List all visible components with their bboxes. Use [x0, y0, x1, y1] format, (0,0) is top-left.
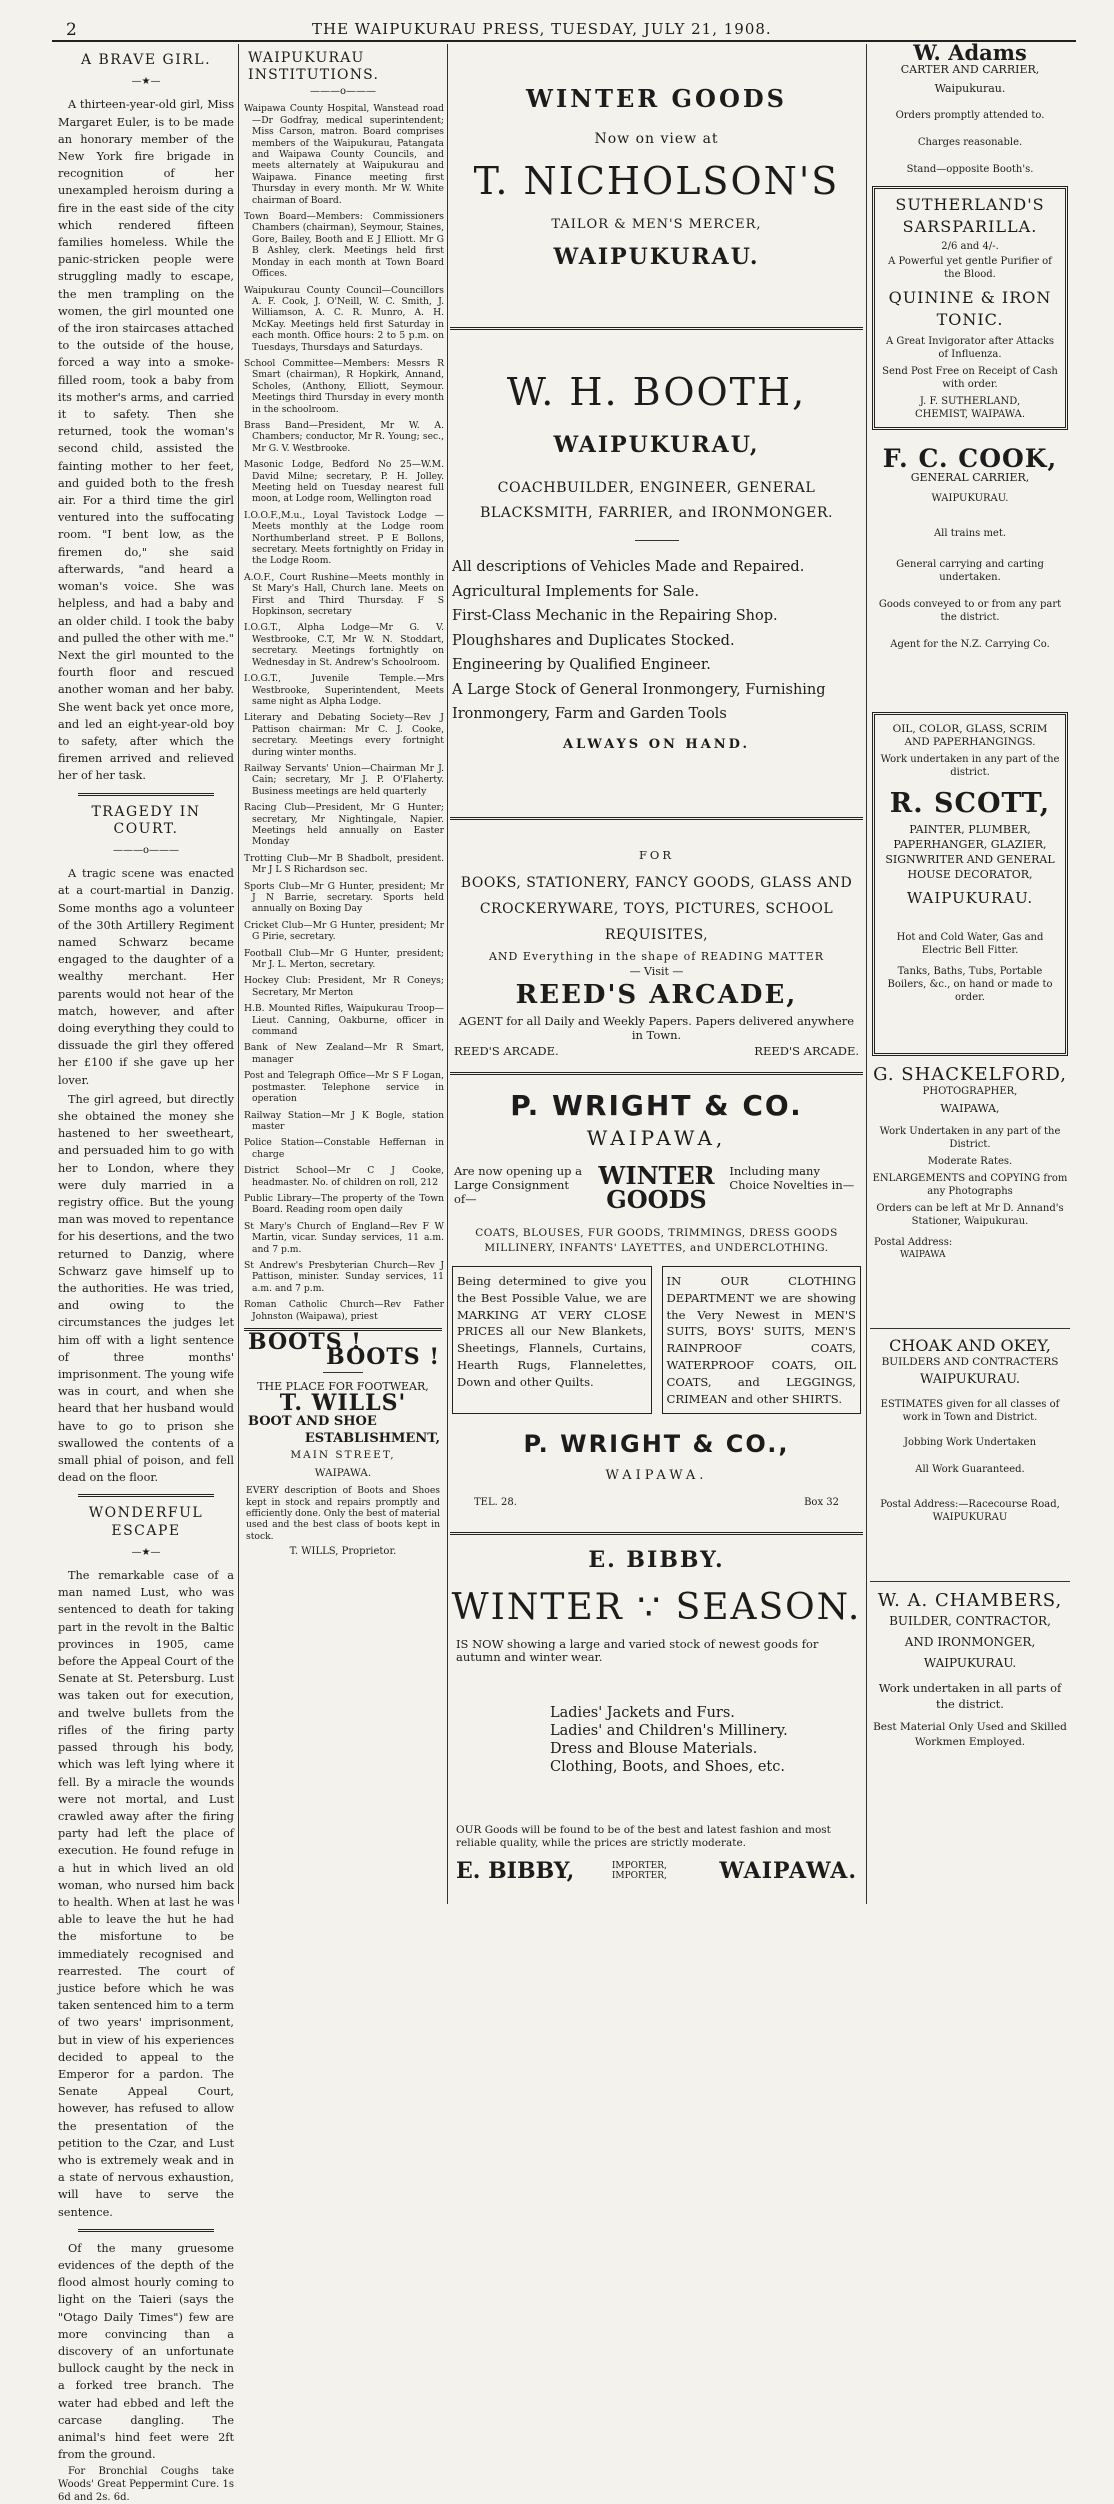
wills-advert — [242, 1329, 444, 1558]
advert-headline: WINTER GOODS — [598, 1161, 715, 1214]
advert-line: BUILDER, CONTRACTOR, — [889, 1614, 1051, 1628]
institution-entry: Trotting Club—Mr B Shadbolt, president. Mr J L S Richardson sec. — [244, 852, 444, 876]
advert-name: G. SHACKELFORD, — [873, 1064, 1067, 1085]
shackelford-advert — [870, 1062, 1070, 1322]
advert-line: WAIPAWA — [900, 1250, 946, 1260]
advert-line: MAIN STREET, — [290, 1449, 396, 1462]
column-4 — [870, 40, 1070, 1904]
ornament: ———o——— — [112, 844, 180, 856]
advert-name: T. NICHOLSON'S — [473, 159, 840, 203]
ornament: ———o——— — [309, 86, 377, 97]
advert-line: A Great Invigorator after Attacks of Influenza. — [885, 336, 1055, 360]
institution-entry: Waipukurau County Council—Councillors A. F. Cook, J. O'Neill, W. C. Smith, J. Williamson, A. C. R. Munro, A. H. McKay. Meetings held first Saturday in each month. Office hours: 2 to 5 p.m. on Tuesdays, Thursdays and Saturdays. — [244, 284, 444, 353]
advert-name: W. A. CHAMBERS, — [877, 1590, 1063, 1611]
nicholson-advert — [450, 44, 863, 327]
advert-headline: QUININE & IRON TONIC. — [888, 288, 1052, 329]
advert-footer-right: REED'S ARCADE. — [754, 1044, 859, 1058]
advert-line: Are now opening up a Large Consignment of— — [454, 1164, 582, 1206]
column-3 — [450, 44, 863, 1904]
column-rule — [238, 44, 239, 1904]
advert-headline: WINTER ∵ SEASON. — [451, 1587, 862, 1628]
article-heading: TRAGEDY IN COURT. — [91, 803, 201, 837]
institution-entry: Town Board—Members: Commissioners Chambers (chairman), Seymour, Staines, Gore, Bailey, Booth and E J Elliott. Mr G B Ashley, clerk. Meetings held first Monday in each month at Town Board Offices. — [244, 211, 444, 280]
advert-line: Goods conveyed to or from any part the district. — [878, 599, 1062, 623]
advert-box: Being determined to give you the Best Possible Value, we are MARKING AT VERY CLOSE PRICES all our New Blankets, Sheetings, Flannels, Curtains, Hearth Rugs, Flannelettes, Down and other Quilts. — [452, 1266, 652, 1414]
advert-line: All descriptions of Vehicles Made and Repaired. — [452, 559, 805, 575]
advert-name: R. SCOTT, — [889, 788, 1051, 819]
sutherland-advert — [872, 186, 1068, 430]
institution-entry: Racing Club—President, Mr G Hunter; secretary, Mr Nightingale, Napier. Meetings held annually on Easter Monday — [244, 802, 444, 848]
advert-line: AND IRONMONGER, — [904, 1635, 1036, 1649]
advert-line: Now on view at — [594, 131, 719, 147]
advert-town: WAIPAWA, — [586, 1126, 727, 1150]
advert-name: W. H. BOOTH, — [506, 370, 807, 414]
section-heading: WAIPUKURAU INSTITUTIONS. — [248, 50, 380, 83]
advert-headline: SUTHERLAND'S SARSPARILLA. — [895, 195, 1045, 236]
institution-entry: Bank of New Zealand—Mr R Smart, manager — [244, 1042, 444, 1065]
advert-line: Agent for the N.Z. Carrying Co. — [890, 639, 1050, 650]
article-text: The girl agreed, but directly she obtained the money she hastened to her sweetheart, and persuaded him to go with her to London, where they were duly married in a registry office. But the young man was moved to repentance for his desertions, and the two returned to Danzig, where Schwarz gave himself up to the authorities. He was tried, and owing to the circumstances the judges let him off with a light sentence of three months' imprisonment. The young wife was in court, and when she heard that her husband would have to go to prison she swallowed the contents of a small phial of poison, and fell dead on the floor. — [58, 1092, 234, 1485]
institution-entry: Brass Band—President, Mr W. A. Chambers; conductor, Mr R. Young; sec., Mr G. V. Westbrooke. — [244, 419, 444, 454]
advert-trade: COACHBUILDER, ENGINEER, GENERAL BLACKSMITH, FARRIER, and IRONMONGER. — [479, 480, 834, 521]
ornament: —★— — [131, 1546, 161, 1558]
wright-advert — [450, 1075, 863, 1532]
advert-list: COATS, BLOUSES, FUR GOODS, TRIMMINGS, DRESS GOODS MILLINERY, INFANTS' LAYETTES, and UNDERCLOTHING. — [475, 1227, 838, 1254]
institution-entry: Railway Servants' Union—Chairman Mr J. Cain; secretary, Mr J. P. O'Flaherty. Business meetings are held quarterly — [244, 762, 444, 797]
advert-line: Best Material Only Used and Skilled Workmen Employed. — [873, 1721, 1067, 1748]
institution-entry: H.B. Mounted Rifles, Waipukurau Troop—Lieut. Canning, Oakburne, officer in command — [244, 1003, 444, 1038]
advert-town: WAIPUKURAU, — [553, 432, 760, 458]
institution-entry: Cricket Club—Mr G Hunter, president; Mr G Pirie, secretary. — [244, 919, 444, 943]
boots-headline: BOOTS ! — [326, 1344, 440, 1371]
institution-entry: Police Station—Constable Heffernan in charge — [244, 1137, 444, 1160]
advert-line: ESTABLISHMENT, — [304, 1431, 440, 1447]
advert-telephone: TEL. 28. — [474, 1497, 517, 1509]
advert-box-number: Box 32 — [804, 1497, 839, 1509]
advert-line: A Powerful yet gentle Purifier of the Blood. — [888, 256, 1052, 280]
advert-name: E. BIBBY. — [588, 1547, 725, 1573]
advert-line: First-Class Mechanic in the Repairing Shop. — [452, 608, 778, 624]
advert-town: Waipukurau. — [934, 82, 1006, 95]
article-text: Of the many gruesome evidences of the depth of the flood almost hourly coming to light on the Taieri (says the "Otago Daily Times") few are more convincing than a discovery of an unfortunate bullock caught by the neck in a forked tree branch. The water had ebbed and left the carcase dangling. The animal's hind feet were 2ft from the ground. — [58, 2241, 234, 2462]
advert-line: ENLARGEMENTS and COPYING from any Photographs — [872, 1173, 1068, 1197]
article-heading: A BRAVE GIRL. — [80, 52, 212, 68]
advert-trade: GENERAL CARRIER, — [910, 471, 1030, 484]
advert-line: TAILOR & MEN'S MERCER, — [551, 217, 762, 232]
advert-line: Work undertaken in all parts of the district. — [878, 1681, 1062, 1711]
advert-item: Ladies' Jackets and Furs. — [550, 1705, 735, 1721]
advert-town: WAIPUKURAU. — [906, 889, 1034, 907]
advert-town: WAIPUKURAU. — [931, 493, 1009, 504]
bibby-advert — [450, 1535, 863, 1884]
advert-line: OUR Goods will be found to be of the best and latest fashion and most reliable quality, while the prices are strictly moderate. — [456, 1824, 831, 1849]
advert-line: All Work Guaranteed. — [915, 1464, 1025, 1475]
advert-name: REED'S ARCADE, — [515, 980, 798, 1010]
advert-box: IN OUR CLOTHING DEPARTMENT we are showing the Very Newest in MEN'S SUITS, BOYS' SUITS, MEN'S RAINPROOF COATS, WATERPROOF COATS, OIL COATS, and LEGGINGS, CRIMEAN and other SHIRTS. — [662, 1266, 862, 1414]
advert-item: Clothing, Boots, and Shoes, etc. — [550, 1759, 785, 1775]
ornament: —★— — [131, 76, 161, 88]
advert-line: All trains met. — [933, 528, 1007, 539]
advert-line: Engineering by Qualified Engineer. — [452, 657, 711, 673]
advert-line: Orders promptly attended to. — [895, 110, 1045, 121]
advert-name: CHOAK AND OKEY, — [889, 1336, 1051, 1355]
advert-line: Orders can be left at Mr D. Annand's Stationer, Waipukurau. — [876, 1203, 1064, 1227]
advert-line: Hot and Cold Water, Gas and Electric Bell Fitter. — [896, 932, 1044, 956]
advert-lines — [450, 555, 863, 727]
advert-line: — Visit — — [629, 965, 684, 978]
institution-entry: Waipawa County Hospital, Wanstead road—Dr Godfray, medical superintendent; Miss Carson, matron. Board comprises members of the Waipukurau, Patangata and Waipawa County Councils, and meets alternately at Waipukurau and Waipawa. Finance meeting first Thursday in every month. Mr W. White chairman of Board. — [244, 103, 444, 206]
institution-entry: I.O.G.T., Juvenile Temple.—Mrs Westbrooke, Superintendent, Meets same night as Alpha Lodge. — [244, 673, 444, 707]
institution-entry: District School—Mr C J Cooke, headmaster. No. of children on roll, 212 — [244, 1165, 444, 1188]
advert-line: Work Undertaken in any part of the District. — [879, 1126, 1061, 1150]
advert-town: WAIPAWA, — [940, 1102, 1000, 1115]
institutions-list — [242, 103, 444, 1322]
advert-items — [550, 1704, 863, 1776]
scott-advert — [872, 712, 1068, 1056]
advert-line: Including many Choice Novelties in— — [729, 1164, 855, 1192]
advert-item: Dress and Blouse Materials. — [550, 1741, 758, 1757]
institution-entry: Roman Catholic Church—Rev Father Johnston (Waipawa), priest — [244, 1299, 444, 1322]
masthead-title: THE WAIPUKURAU PRESS, TUESDAY, JULY 21, 1908. — [312, 20, 772, 38]
advert-price: 2/6 and 4/-. — [941, 241, 999, 252]
article-text: A tragic scene was enacted at a court-martial in Danzig. Some months ago a volunteer of the 30th Artillery Regiment named Schwarz became engaged to the daughter of a wealthy merchant. Her parents would not hear of the match, however, and after doing everything they could to dissuade the girl they offered her £100 if she gave up her lover. — [58, 867, 234, 1087]
article-text: A thirteen-year-old girl, Miss Margaret Euler, is to be made an honorary member of the New York fire brigade in recognition of her unexampled heroism during a fire in the east side of the city which rendered fifteen families homeless. While the panic-stricken people were struggling madly to escape, the men trampling on the women, the girl mounted one of the iron staircases attached to the outside of the house, forced a way into a smoke-filled room, took a baby from its mother's arms, and carried it to safety. Then she returned, took the woman's second child, assisted the fainting mother to her feet, and guided both to the fresh air. For a third time the girl ventured into the suffocating room. "I bent low, as the firemen do," she said afterwards, "and heard a woman's voice. She was helpless, and had a baby and an older child. I took the baby and pulled the other with me." Next the girl mounted to the fourth floor and rescued another woman and her baby. She went back yet once more, and led an eight-year-old boy to safety, after which the firemen arrived and relieved her of her task. — [58, 98, 234, 783]
advert-town: WAIPAWA. — [719, 1858, 857, 1884]
advert-line: Send Post Free on Receipt of Cash with order. — [882, 366, 1058, 390]
advert-town: WAIPUKURAU. — [920, 1372, 1020, 1387]
advert-name: P. WRIGHT & CO., — [523, 1430, 790, 1459]
advert-line: WAIPAWA. — [314, 1466, 372, 1479]
column-rule — [447, 44, 448, 1904]
advert-tagline: ALWAYS ON HAND. — [562, 736, 751, 752]
advert-trade: BUILDERS AND CONTRACTERS — [881, 1356, 1059, 1368]
advert-subline: THE PLACE FOR FOOTWEAR, — [257, 1379, 429, 1393]
advert-line: Moderate Rates. — [927, 1156, 1013, 1167]
institution-entry: Hockey Club: President, Mr R Coneys; Secretary, Mr Merton — [244, 975, 444, 998]
advert-line: Agricultural Implements for Sale. — [452, 583, 699, 600]
column-1 — [58, 44, 234, 2504]
advert-line: Postal Address:—Racecourse Road, WAIPUKURAU — [880, 1499, 1060, 1523]
advert-name: J. F. SUTHERLAND, — [919, 396, 1021, 407]
adams-advert — [870, 40, 1070, 176]
divider — [870, 1328, 1070, 1329]
advert-line: Ploughshares and Duplicates Stocked. — [452, 632, 735, 649]
advert-line: FOR — [638, 848, 675, 862]
advert-item: Ladies' and Children's Millinery. — [550, 1723, 788, 1739]
reeds-advert — [450, 820, 863, 1072]
institution-entry: I.O.G.T., Alpha Lodge—Mr G. V. Westbrooke, C.T, Mr W. N. Stoddart, secretary. Meetings fortnightly on Wednesday in St. Andrew's Schoolroom. — [244, 622, 444, 668]
advert-line: Charges reasonable. — [917, 137, 1023, 148]
divider — [78, 1494, 214, 1497]
institution-entry: St Andrew's Presbyterian Church—Rev J Pattison, minister. Sunday services, 11 a.m. and 7 p.m. — [244, 1259, 444, 1294]
choak-advert — [870, 1335, 1070, 1575]
institution-entry: School Committee—Members: Messrs R Smart (chairman), R Hopkirk, Annand, Scholes, (Anthony, Elliott, Seymour. Meetings third Thursday in every month in the schoolroom. — [244, 357, 444, 415]
advert-line: OIL, COLOR, GLASS, SCRIM AND PAPERHANGINGS. — [892, 723, 1048, 748]
advert-body: EVERY description of Boots and Shoes kept in stock and repairs promptly and efficiently done. Only the best of material used and the best class of boots kept in stock. — [246, 1485, 440, 1542]
advert-signature: T. WILLS, Proprietor. — [289, 1546, 397, 1558]
advert-name: W. Adams — [913, 40, 1027, 65]
page-number: 2 — [66, 20, 77, 40]
advert-trade: PAINTER, PLUMBER, PAPERHANGER, GLAZIER, SIGNWRITER AND GENERAL HOUSE DECORATOR, — [885, 823, 1055, 881]
cook-advert — [870, 436, 1070, 706]
advert-name: T. WILLS' — [279, 1390, 407, 1417]
advert-town: WAIPAWA. — [605, 1468, 708, 1484]
boots-headline: BOOTS ! — [248, 1329, 362, 1355]
advert-town: WAIPUKURAU. — [923, 1656, 1017, 1670]
institution-entry: Post and Telegraph Office—Mr S F Logan, postmaster. Telephone service in operation — [244, 1070, 444, 1105]
article-heading: WONDERFUL ESCAPE — [88, 1505, 204, 1539]
advert-trade: CARTER AND CARRIER, — [900, 63, 1040, 76]
advert-line: AND Everything in the shape of READING MATTER — [488, 950, 825, 963]
advert-line: Stand—opposite Booth's. — [906, 164, 1034, 175]
institution-entry: St Mary's Church of England—Rev F W Martin, vicar. Sunday services, 11 a.m. and 7 p.m. — [244, 1220, 444, 1255]
advert-line: General carrying and carting undertaken. — [896, 559, 1044, 583]
masthead — [52, 12, 1076, 42]
advert-address: CHEMIST, WAIPAWA. — [914, 409, 1026, 420]
advert-intro: IS NOW showing a large and varied stock of newest goods for autumn and winter wear. — [456, 1637, 819, 1664]
advert-role: IMPORTER, IMPORTER, — [611, 1861, 667, 1881]
institution-entry: Literary and Debating Society—Rev J Pattison chairman: Mr C. J. Cooke, secretary. Meetings every fortnight during winter months. — [244, 712, 444, 758]
advert-headline: WINTER GOODS — [525, 84, 788, 113]
advert-name: F. C. COOK, — [882, 444, 1058, 473]
institution-entry: Sports Club—Mr G Hunter, president; Mr J N Barrie, secretary. Sports held annually on Boxing Day — [244, 880, 444, 915]
advert-line: Tanks, Baths, Tubs, Portable Boilers, &c., on hand or made to order. — [887, 966, 1053, 1003]
chambers-advert — [870, 1588, 1070, 1750]
advert-name: P. WRIGHT & CO. — [510, 1089, 803, 1122]
booth-advert — [450, 330, 863, 817]
advert-line: For Bronchial Coughs take Woods' Great Peppermint Cure. 1s 6d and 2s. 6d. — [58, 2466, 234, 2504]
advert-footer-left: REED'S ARCADE. — [454, 1044, 559, 1058]
divider — [78, 793, 214, 796]
column-2 — [242, 44, 444, 1904]
divider — [78, 2229, 214, 2232]
institution-entry: I.O.O.F.,M.u., Loyal Tavistock Lodge —Meets monthly at the Lodge room Northumberland street. P E Bollons, secretary. Meets fortnightly on Friday in the Lodge Room. — [244, 509, 444, 567]
advert-name: E. BIBBY, — [456, 1858, 575, 1884]
article-text: The remarkable case of a man named Lust, who was sentenced to death for taking part in the revolt in the Baltic provinces in 1905, came before the Appeal Court of the Senate at St. Petersburg. Lust was taken out for execution, and twelve bullets from the rifles of the firing party passed through his body, which was left lying where it fell. By a miracle the wounds were not mortal, and Lust crawled away after the firing party had left the place of execution. He found refuge in a hut in which lived an old woman, who nursed him back to health. When at last he was able to leave the hut he had the misfortune to be immediately recognised and rearrested. The court of justice before which he was taken sentenced him to a term of two years' imprisonment, but in view of his experiences decided to appeal to the Emperor for a pardon. The Senate Appeal Court, however, has refused to allow the presentation of the petition to the Czar, and Lust who is extremely weak and in a state of nervous exhaustion, will have to serve the sentence. — [58, 1569, 234, 2219]
advert-line: A Large Stock of General Ironmongery, Furnishing Ironmongery, Farm and Garden Tools — [452, 681, 826, 722]
institution-entry: A.O.F., Court Rushine—Meets monthly in St Mary's Hall, Church lane. Meets on First and Third Thursday. F S Hopkinson, secretary — [244, 571, 444, 618]
advert-line: Jobbing Work Undertaken — [903, 1437, 1037, 1448]
advert-line: BOOT AND SHOE — [248, 1413, 377, 1429]
divider — [870, 1581, 1070, 1582]
advert-line: Postal Address: — [874, 1237, 953, 1248]
institution-entry: Railway Station—Mr J K Bogle, station master — [244, 1109, 444, 1132]
advert-line: ESTIMATES given for all classes of work in Town and District. — [880, 1399, 1060, 1423]
institution-entry: Football Club—Mr G Hunter, president; Mr J. L. Merton, secretary. — [244, 947, 444, 971]
advert-town: WAIPUKURAU. — [553, 244, 760, 270]
institution-entry: Masonic Lodge, Bedford No 25—W.M. David Milne; secretary, P. H. Jolley. Meeting held on Tuesday nearest full moon, at Lodge room, Wellington road — [244, 459, 444, 505]
advert-line: Work undertaken in any part of the district. — [880, 754, 1060, 778]
column-rule — [866, 44, 867, 1904]
advert-trade: PHOTOGRAPHER, — [922, 1086, 1018, 1097]
advert-line: AGENT for all Daily and Weekly Papers. Papers delivered anywhere in Town. — [458, 1014, 855, 1042]
institution-entry: Public Library—The property of the Town Board. Reading room open daily — [244, 1192, 444, 1216]
advert-goods: BOOKS, STATIONERY, FANCY GOODS, GLASS AND CROCKERYWARE, TOYS, PICTURES, SCHOOL REQUISITES, — [460, 875, 853, 943]
